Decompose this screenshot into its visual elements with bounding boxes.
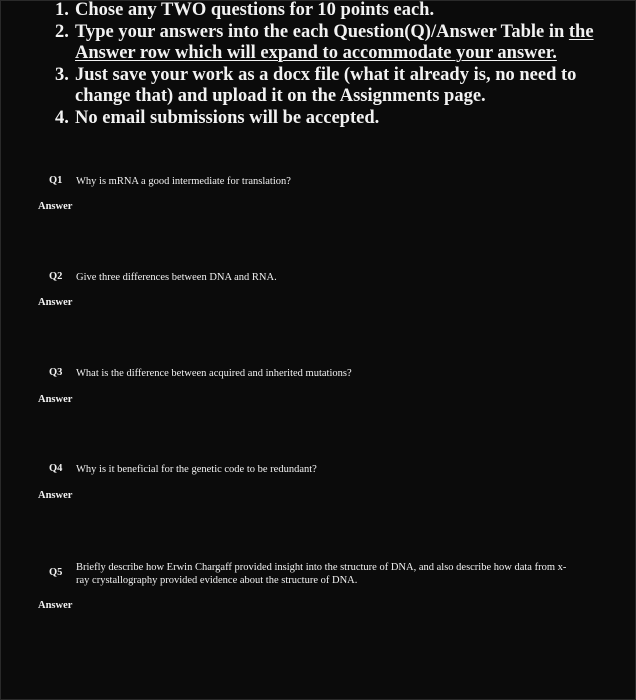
answer-cell-q1[interactable]: Answer	[38, 201, 73, 212]
answer-cell-q4[interactable]: Answer	[38, 490, 73, 501]
question-row-q5	[49, 561, 576, 587]
instructions-list	[55, 0, 615, 129]
instruction-number: 1.	[55, 0, 69, 20]
question-text: Give three differences between DNA and RNA.	[76, 272, 277, 283]
instruction-text: Just save your work as a docx file (what it already is, no need to change that) and upload it on the Assignments page.	[75, 64, 577, 106]
question-label: Q2	[49, 271, 63, 282]
question-text: Briefly describe how Erwin Chargaff provided insight into the structure of DNA, and also describe how data from x-ray crystallography provided evidence about the structure of DNA.	[76, 562, 567, 586]
question-row-q4	[49, 463, 576, 476]
instruction-text: Chose any TWO questions for 10 points each.	[75, 0, 435, 20]
instruction-text: No email submissions will be accepted.	[75, 107, 380, 128]
question-label: Q4	[49, 463, 63, 474]
instruction-number: 4.	[55, 107, 69, 128]
answer-cell-q3[interactable]: Answer	[38, 394, 73, 405]
instruction-text: Type your answers into the each Question(Q)/Answer Table in	[75, 21, 569, 42]
answer-cell-q2[interactable]: Answer	[38, 297, 73, 308]
question-row-q3	[49, 367, 576, 380]
instruction-item-4	[55, 108, 615, 130]
question-row-q1	[49, 175, 576, 188]
question-label: Q3	[49, 367, 63, 378]
instruction-text-underlined: the Answer row which will expand to accommodate your answer.	[75, 21, 594, 63]
question-text: Why is it beneficial for the genetic code to be redundant?	[76, 464, 317, 475]
question-label: Q5	[49, 567, 63, 578]
question-text: Why is mRNA a good intermediate for translation?	[76, 176, 291, 187]
question-text: What is the difference between acquired and inherited mutations?	[76, 368, 352, 379]
instruction-number: 3.	[55, 64, 69, 85]
instruction-item-2	[55, 22, 615, 65]
question-label: Q1	[49, 175, 63, 186]
question-row-q2	[49, 271, 576, 284]
instruction-item-1	[55, 0, 615, 22]
instruction-number: 2.	[55, 21, 69, 42]
instruction-item-3	[55, 65, 615, 108]
answer-cell-q5[interactable]: Answer	[38, 600, 73, 611]
